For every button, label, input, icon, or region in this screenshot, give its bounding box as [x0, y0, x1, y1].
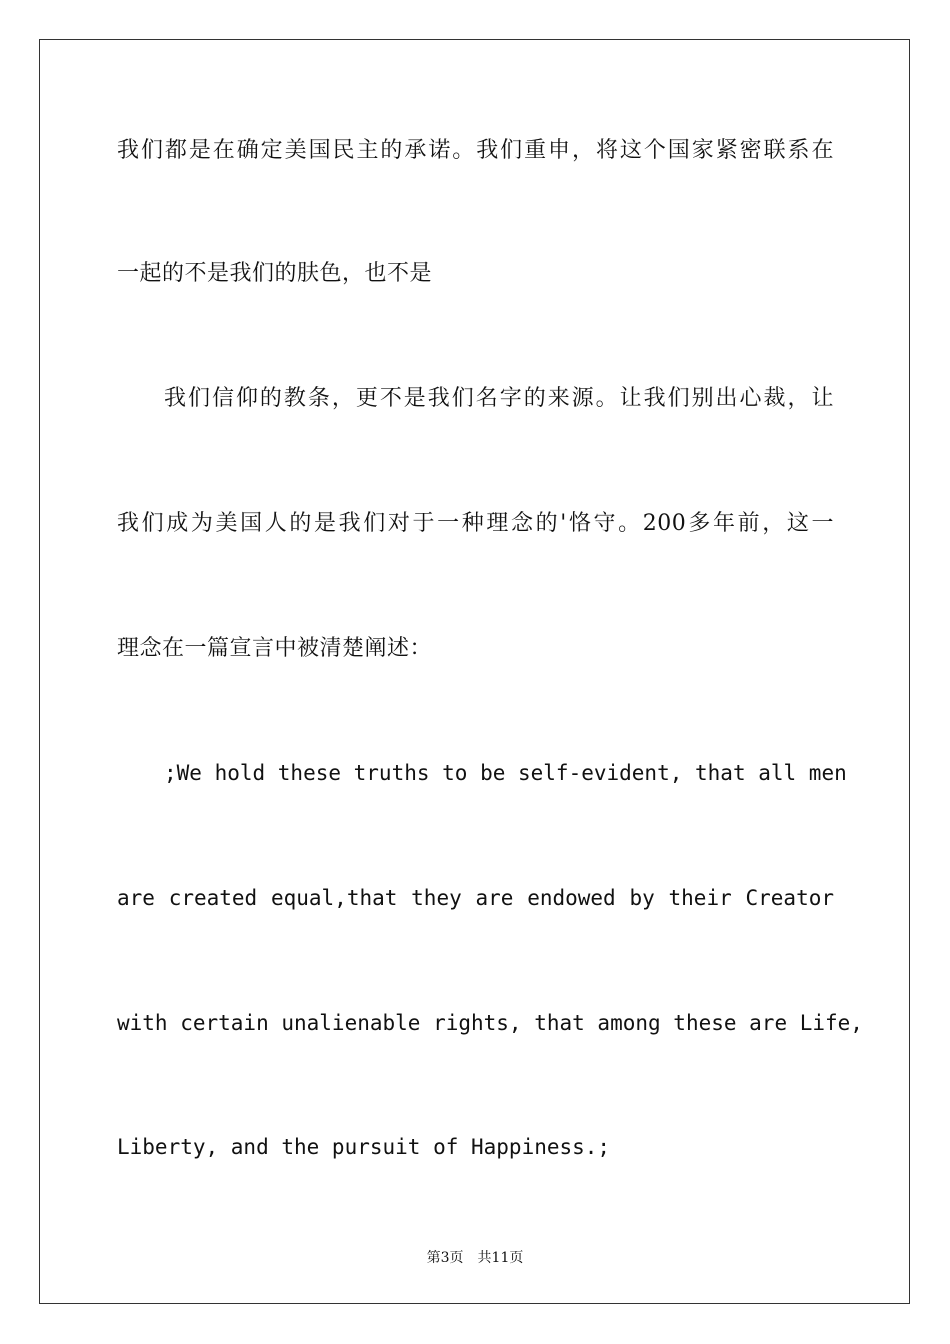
page-border: [39, 39, 910, 1304]
text-line-8: with certain unalienable rights, that among these are Life,: [117, 1011, 863, 1035]
text-line-5: 理念在一篇宣言中被清楚阐述：: [117, 636, 433, 661]
text-line-9: Liberty, and the pursuit of Happiness.;: [117, 1135, 611, 1159]
text-line-6: ;We hold these truths to be self-evident, that all men: [164, 761, 847, 785]
page-total: 共11页: [477, 1250, 524, 1266]
text-line-7: are created equal,that they are endowed by their Creator: [117, 886, 834, 910]
page-footer: [0, 1247, 950, 1267]
text-line-1: 我们都是在确定美国民主的承诺。我们重申，将这个国家紧密联系在: [117, 138, 834, 163]
text-line-4: 我们成为美国人的是我们对于一种理念的'恪守。200多年前，这一: [117, 511, 834, 536]
text-line-3: 我们信仰的教条，更不是我们名字的来源。让我们别出心裁，让: [164, 386, 834, 411]
page-number: 第3页: [426, 1250, 464, 1266]
text-line-2: 一起的不是我们的肤色，也不是: [117, 261, 433, 286]
